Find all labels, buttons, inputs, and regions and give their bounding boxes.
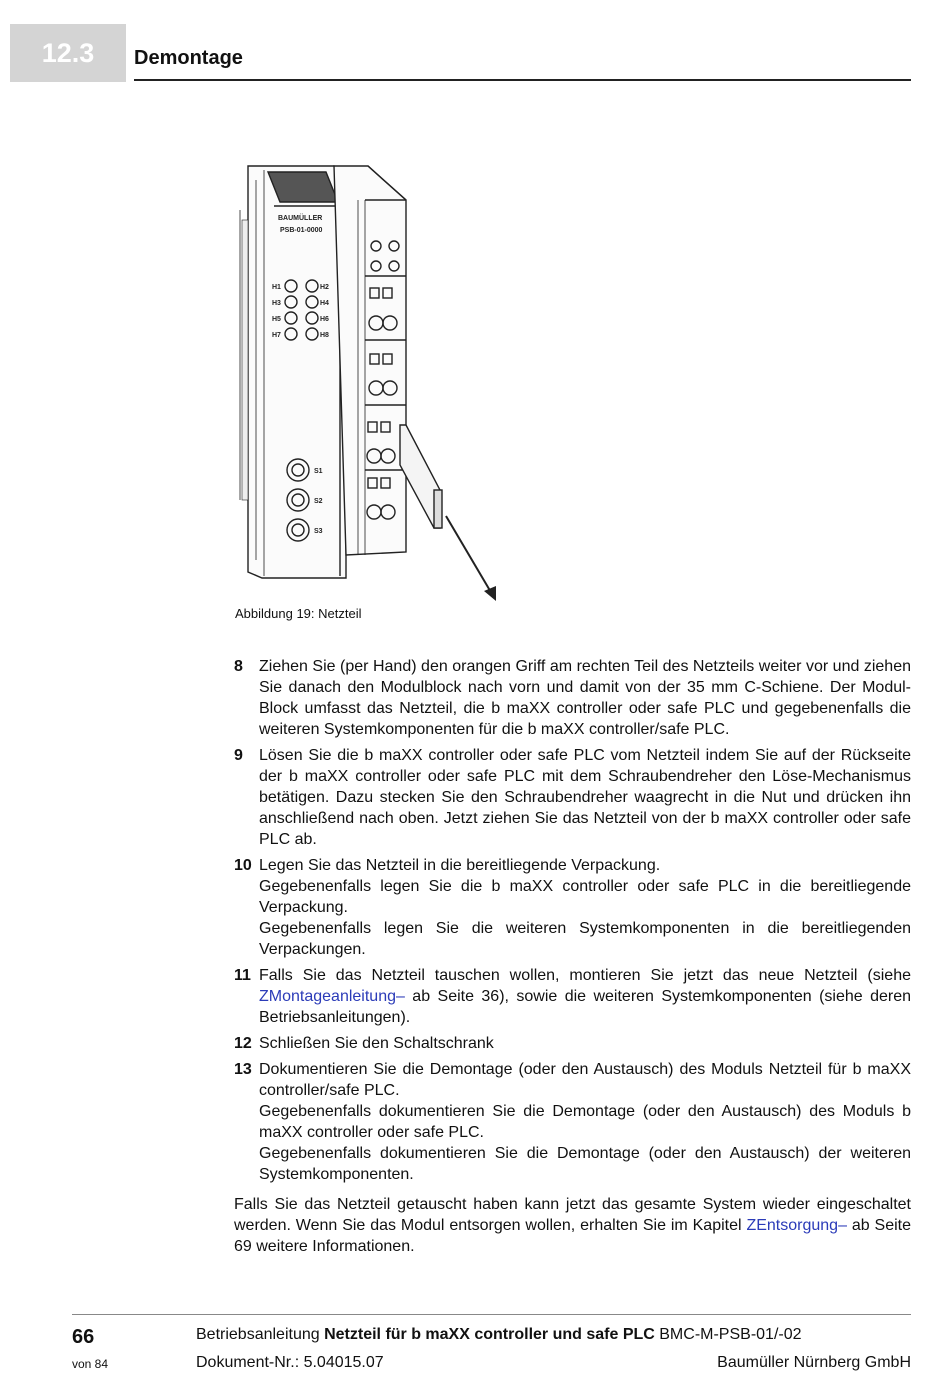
step-text xyxy=(259,965,911,1028)
led-label: H7 xyxy=(272,332,281,339)
section-title: Demontage xyxy=(134,47,243,69)
step-text: Gegebenenfalls legen Sie die b maXX controller oder safe PLC in die bereitliegende Verpackung. xyxy=(259,878,911,916)
step-text: Dokumentieren Sie die Demontage (oder den Austausch) des Moduls Netzteil für b maXX controller/safe PLC. xyxy=(259,1061,911,1099)
step-text: Legen Sie das Netzteil in die bereitliegende Verpackung. xyxy=(259,857,661,874)
led-label: H5 xyxy=(272,316,281,323)
manual-prefix: Betriebsanleitung xyxy=(196,1326,325,1343)
led-label: H3 xyxy=(272,300,281,307)
manual-title xyxy=(196,1326,802,1344)
step-text: Lösen Sie die b maXX controller oder safe PLC vom Netzteil indem Sie auf der Rückseite der b maXX controller oder safe PLC mit dem Schraubendreher den Löse-Mechanismus betätigen. Dazu stecken Sie den Schraubendreher waagrecht in die Nut und drücken ihn anschließend nach oben. Jetzt ziehen Sie das Netzteil von der b maXX controller oder safe PLC ab. xyxy=(259,747,911,848)
company-name: Baumüller Nürnberg GmbH xyxy=(717,1354,911,1371)
switch-label: S2 xyxy=(314,498,323,505)
led-label: H4 xyxy=(320,300,329,307)
led-label: H6 xyxy=(320,316,329,323)
footer-divider xyxy=(72,1314,911,1315)
montageanleitung-link[interactable]: ZMontageanleitung– xyxy=(259,988,405,1005)
document-number: Dokument-Nr.: 5.04015.07 xyxy=(196,1354,384,1371)
step-item xyxy=(234,745,911,850)
step-number: 13 xyxy=(234,1061,252,1078)
closing-text: ab Seite 69 weitere Informationen. xyxy=(234,1217,912,1255)
led-label: H2 xyxy=(320,284,329,291)
page-number: 66 xyxy=(72,1326,95,1348)
step-text: Ziehen Sie (per Hand) den orangen Griff am rechten Teil des Netzteils weiter vor und ziehen Sie danach den Modulblock nach vorn und damit von der 35 mm C-Schiene. Der Modul-Block umfasst das Netzteil, die b maXX controller oder safe PLC und gegebenenfalls die weiteren Systemkomponenten für die b maXX controller/safe PLC. xyxy=(259,658,911,738)
switch-label: S3 xyxy=(314,528,323,535)
step-text: Schließen Sie den Schaltschrank xyxy=(259,1035,494,1052)
instruction-steps xyxy=(234,656,911,1257)
step-text-part: Falls Sie das Netzteil tauschen wollen, montieren Sie jetzt das neue Netzteil (siehe xyxy=(259,967,911,984)
led-label: H8 xyxy=(320,332,329,339)
step-number: 11 xyxy=(234,967,251,984)
step-item xyxy=(234,1033,911,1054)
device-model-label: PSB-01-0000 xyxy=(280,227,323,234)
entsorgung-link[interactable]: ZEntsorgung– xyxy=(746,1217,847,1234)
step-text: Gegebenenfalls dokumentieren Sie die Demontage (oder den Austausch) der weiteren Systemkomponenten. xyxy=(259,1145,911,1183)
figure-power-supply xyxy=(234,160,514,610)
figure-caption: Abbildung 19: Netzteil xyxy=(235,606,362,621)
manual-name: Netzteil für b maXX controller und safe PLC xyxy=(324,1326,655,1343)
section-number: 12.3 xyxy=(41,38,95,68)
step-number: 12 xyxy=(234,1035,252,1052)
header-divider xyxy=(134,79,911,81)
step-text: Gegebenenfalls dokumentieren Sie die Demontage (oder den Austausch) des Moduls b maXX controller oder safe PLC. xyxy=(259,1103,911,1141)
section-number-box xyxy=(10,24,126,82)
step-item xyxy=(234,1059,911,1185)
manual-code: BMC-M-PSB-01/-02 xyxy=(654,1326,802,1343)
power-supply-illustration xyxy=(234,160,514,605)
step-item xyxy=(234,656,911,740)
led-label: H1 xyxy=(272,284,281,291)
step-item xyxy=(234,855,911,960)
page-total: von 84 xyxy=(72,1357,109,1371)
step-text: Gegebenenfalls legen Sie die weiteren Systemkomponenten in die bereitliegenden Verpackungen. xyxy=(259,920,911,958)
device-brand-label: BAUMÜLLER xyxy=(278,215,323,222)
step-number: 10 xyxy=(234,857,252,874)
closing-paragraph xyxy=(234,1194,911,1257)
step-number: 9 xyxy=(234,747,243,764)
step-text-part: ab Seite 36), sowie die weiteren Systemkomponenten (siehe deren Betriebsanleitungen). xyxy=(259,988,911,1026)
step-item xyxy=(234,965,911,1028)
switch-label: S1 xyxy=(314,468,323,475)
step-number: 8 xyxy=(234,658,243,675)
closing-text: Falls Sie das Netzteil getauscht haben kann jetzt das gesamte System wieder eingeschaltet werden. Wenn Sie das Modul entsorgen wollen, erhalten Sie im Kapitel xyxy=(234,1196,911,1234)
